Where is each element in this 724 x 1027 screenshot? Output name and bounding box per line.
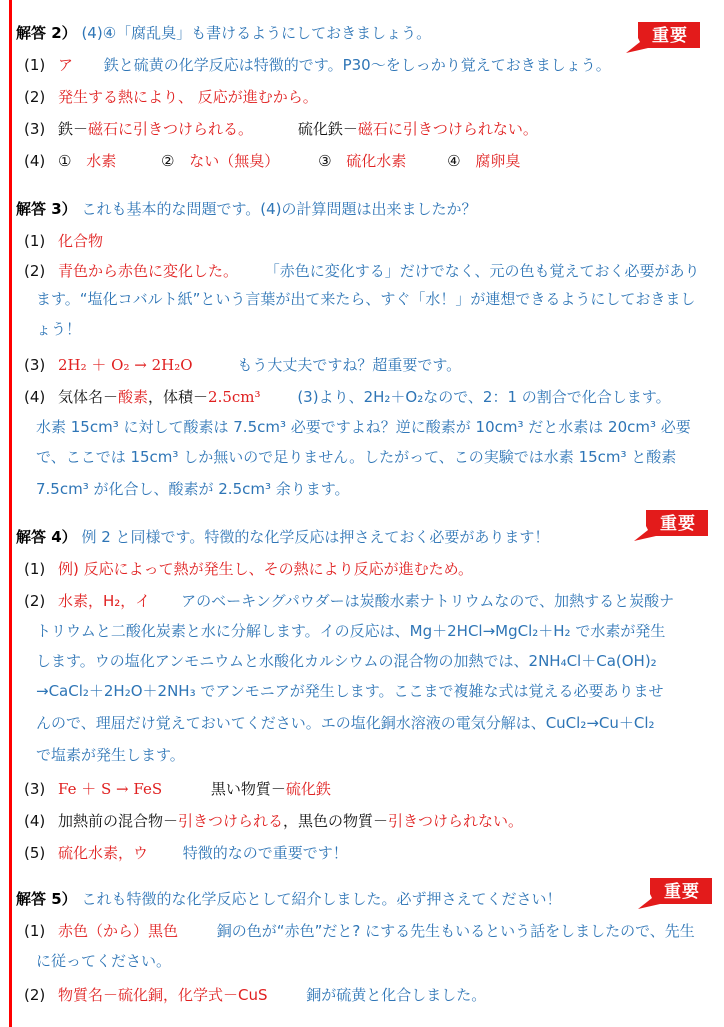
answer-text: 水素 [86, 152, 117, 170]
explanation-text: んので、理屈だけ覚えておいてください。エの塩化銅水溶液の電気分解は、CuCl₂→Cu＋Cl₂ [36, 714, 655, 732]
important-badge-label: 重要 [664, 882, 700, 902]
circled-number: ① [58, 152, 72, 170]
section-intro: これも特徴的な化学反応として紹介しました。必ず押さえてください！ [81, 890, 562, 908]
circled-number: ③ [318, 152, 332, 170]
important-badge [636, 876, 714, 910]
important-badge-label: 重要 [652, 26, 688, 46]
explanation-text: ます。“塩化コバルト紙”という言葉が出て来たら、すぐ「水！」が連想できるようにしておきまし [36, 290, 696, 308]
explanation-text: (3)より、2H₂＋O₂なので、2：1 の割合で化合します。 [297, 388, 671, 406]
explanation-text: もう大丈夫ですね？超重要です。 [237, 356, 462, 374]
item-number: (4) [24, 812, 46, 830]
answer-text: 硫化水素，ウ [58, 844, 149, 862]
label-text: ，体積－ [148, 388, 209, 406]
explanation-text: 銅が硫黄と化合しました。 [306, 986, 487, 1004]
explanation-text: 7.5cm³ が化合し、酸素が 2.5cm³ 余ります。 [36, 480, 350, 498]
label-text: 加熱前の混合物－ [58, 812, 179, 830]
important-badge [632, 508, 710, 542]
section-title: 解答 2） [16, 24, 77, 42]
item-number: (2) [24, 986, 46, 1004]
answer-text: 腐卵臭 [475, 152, 521, 170]
explanation-text: 特徴的なので重要です！ [182, 844, 348, 862]
answer-text: ア [58, 56, 74, 74]
item-number: (1) [24, 560, 46, 578]
answer-text: 引きつけられない。 [388, 812, 524, 830]
explanation-text: します。ウの塩化アンモニウムと水酸化カルシウムの混合物の加熱では、2NH₄Cl＋Ca(OH)₂ [36, 652, 657, 670]
circled-number: ② [161, 152, 175, 170]
section-title: 解答 5） [16, 890, 77, 908]
section-intro: (4)④「腐乱臭」も書けるようにしておきましょう。 [81, 24, 432, 42]
explanation-text: →CaCl₂＋2H₂O＋2NH₃ でアンモニアが発生します。ここまで複雑な式は覚える必要ありませ [36, 682, 664, 700]
answer-text: 発生する熱により、 反応が進むから。 [58, 88, 318, 106]
answer-text: 磁石に引きつけられない。 [357, 120, 538, 138]
answer-text: 赤色（から）黒色 [58, 922, 179, 940]
important-badge-label: 重要 [660, 514, 696, 534]
circled-number: ④ [447, 152, 461, 170]
label-text: 気体名－ [58, 388, 119, 406]
left-red-rule [9, 0, 12, 1027]
item-number: (1) [24, 922, 46, 940]
item-number: (4) [24, 152, 46, 170]
answer-text: 硫化鉄 [285, 780, 331, 798]
answer-text: 青色から赤色に変化した。 [58, 262, 239, 280]
item-number: (5) [24, 844, 46, 862]
section-title: 解答 4） [16, 528, 77, 546]
label-text: 硫化鉄－ [297, 120, 358, 138]
answer-text: 磁石に引きつけられる。 [88, 120, 254, 138]
item-number: (3) [24, 356, 46, 374]
item-number: (4) [24, 388, 46, 406]
section-intro: 例 2 と同様です。特徴的な化学反応は押さえておく必要があります！ [81, 528, 550, 546]
answer-text: 硫化水素 [346, 152, 407, 170]
item-number: (2) [24, 262, 46, 280]
explanation-text: 鉄と硫黄の化学反応は特徴的です。P30～をしっかり覚えておきましょう。 [103, 56, 611, 74]
explanation-text: トリウムと二酸化炭素と水に分解します。イの反応は、Mg＋2HCl→MgCl₂＋H₂ で水素が発生 [36, 622, 666, 640]
answer-text: 水素，H₂，イ [58, 592, 151, 610]
chemical-equation: 2H₂ ＋ O₂ → 2H₂O [58, 356, 193, 374]
chemical-equation: Fe ＋ S → FeS [58, 780, 163, 798]
explanation-text: に従ってください。 [36, 952, 172, 970]
label-text: ，黒色の物質－ [283, 812, 389, 830]
important-badge [624, 20, 702, 54]
explanation-text: 銅の色が“赤色”だと? にする先生もいるという話をしましたので、先生 [216, 922, 695, 940]
explanation-text: で、ここでは 15cm³ しか無いので足りません。したがって、この実験では水素 15cm³ と酸素 [36, 448, 677, 466]
label-text: 鉄－ [58, 120, 89, 138]
explanation-text: 水素 15cm³ に対して酸素は 7.5cm³ 必要ですよね？逆に酸素が 10cm³ だと水素は 20cm³ 必要 [36, 418, 691, 436]
item-number: (2) [24, 88, 46, 106]
answer-text: 酸素 [118, 388, 149, 406]
answer-text: 引きつけられる [178, 812, 284, 830]
answer-text: 化合物 [58, 232, 104, 250]
section-title: 解答 3） [16, 200, 77, 218]
item-number: (3) [24, 780, 46, 798]
item-number: (3) [24, 120, 46, 138]
item-number: (1) [24, 56, 46, 74]
section-intro: これも基本的な問題です。(4)の計算問題は出来ましたか？ [81, 200, 477, 218]
explanation-text: 「赤色に変化する」だけでなく、元の色も覚えておく必要があり [264, 262, 700, 280]
explanation-text: アのベーキングパウダーは炭酸水素ナトリウムなので、加熱すると炭酸ナ [181, 592, 675, 610]
answer-text: ない（無臭） [189, 152, 280, 170]
item-number: (1) [24, 232, 46, 250]
item-number: (2) [24, 592, 46, 610]
explanation-text: ょう！ [36, 320, 82, 338]
label-text: 黒い物質－ [210, 780, 286, 798]
answer-text: 物質名－硫化銅，化学式－CuS [58, 986, 268, 1004]
explanation-text: で塩素が発生します。 [36, 746, 185, 764]
answer-text: 2.5cm³ [208, 388, 261, 406]
answer-text: 例) 反応によって熱が発生し、その熱により反応が進むため。 [58, 560, 474, 578]
